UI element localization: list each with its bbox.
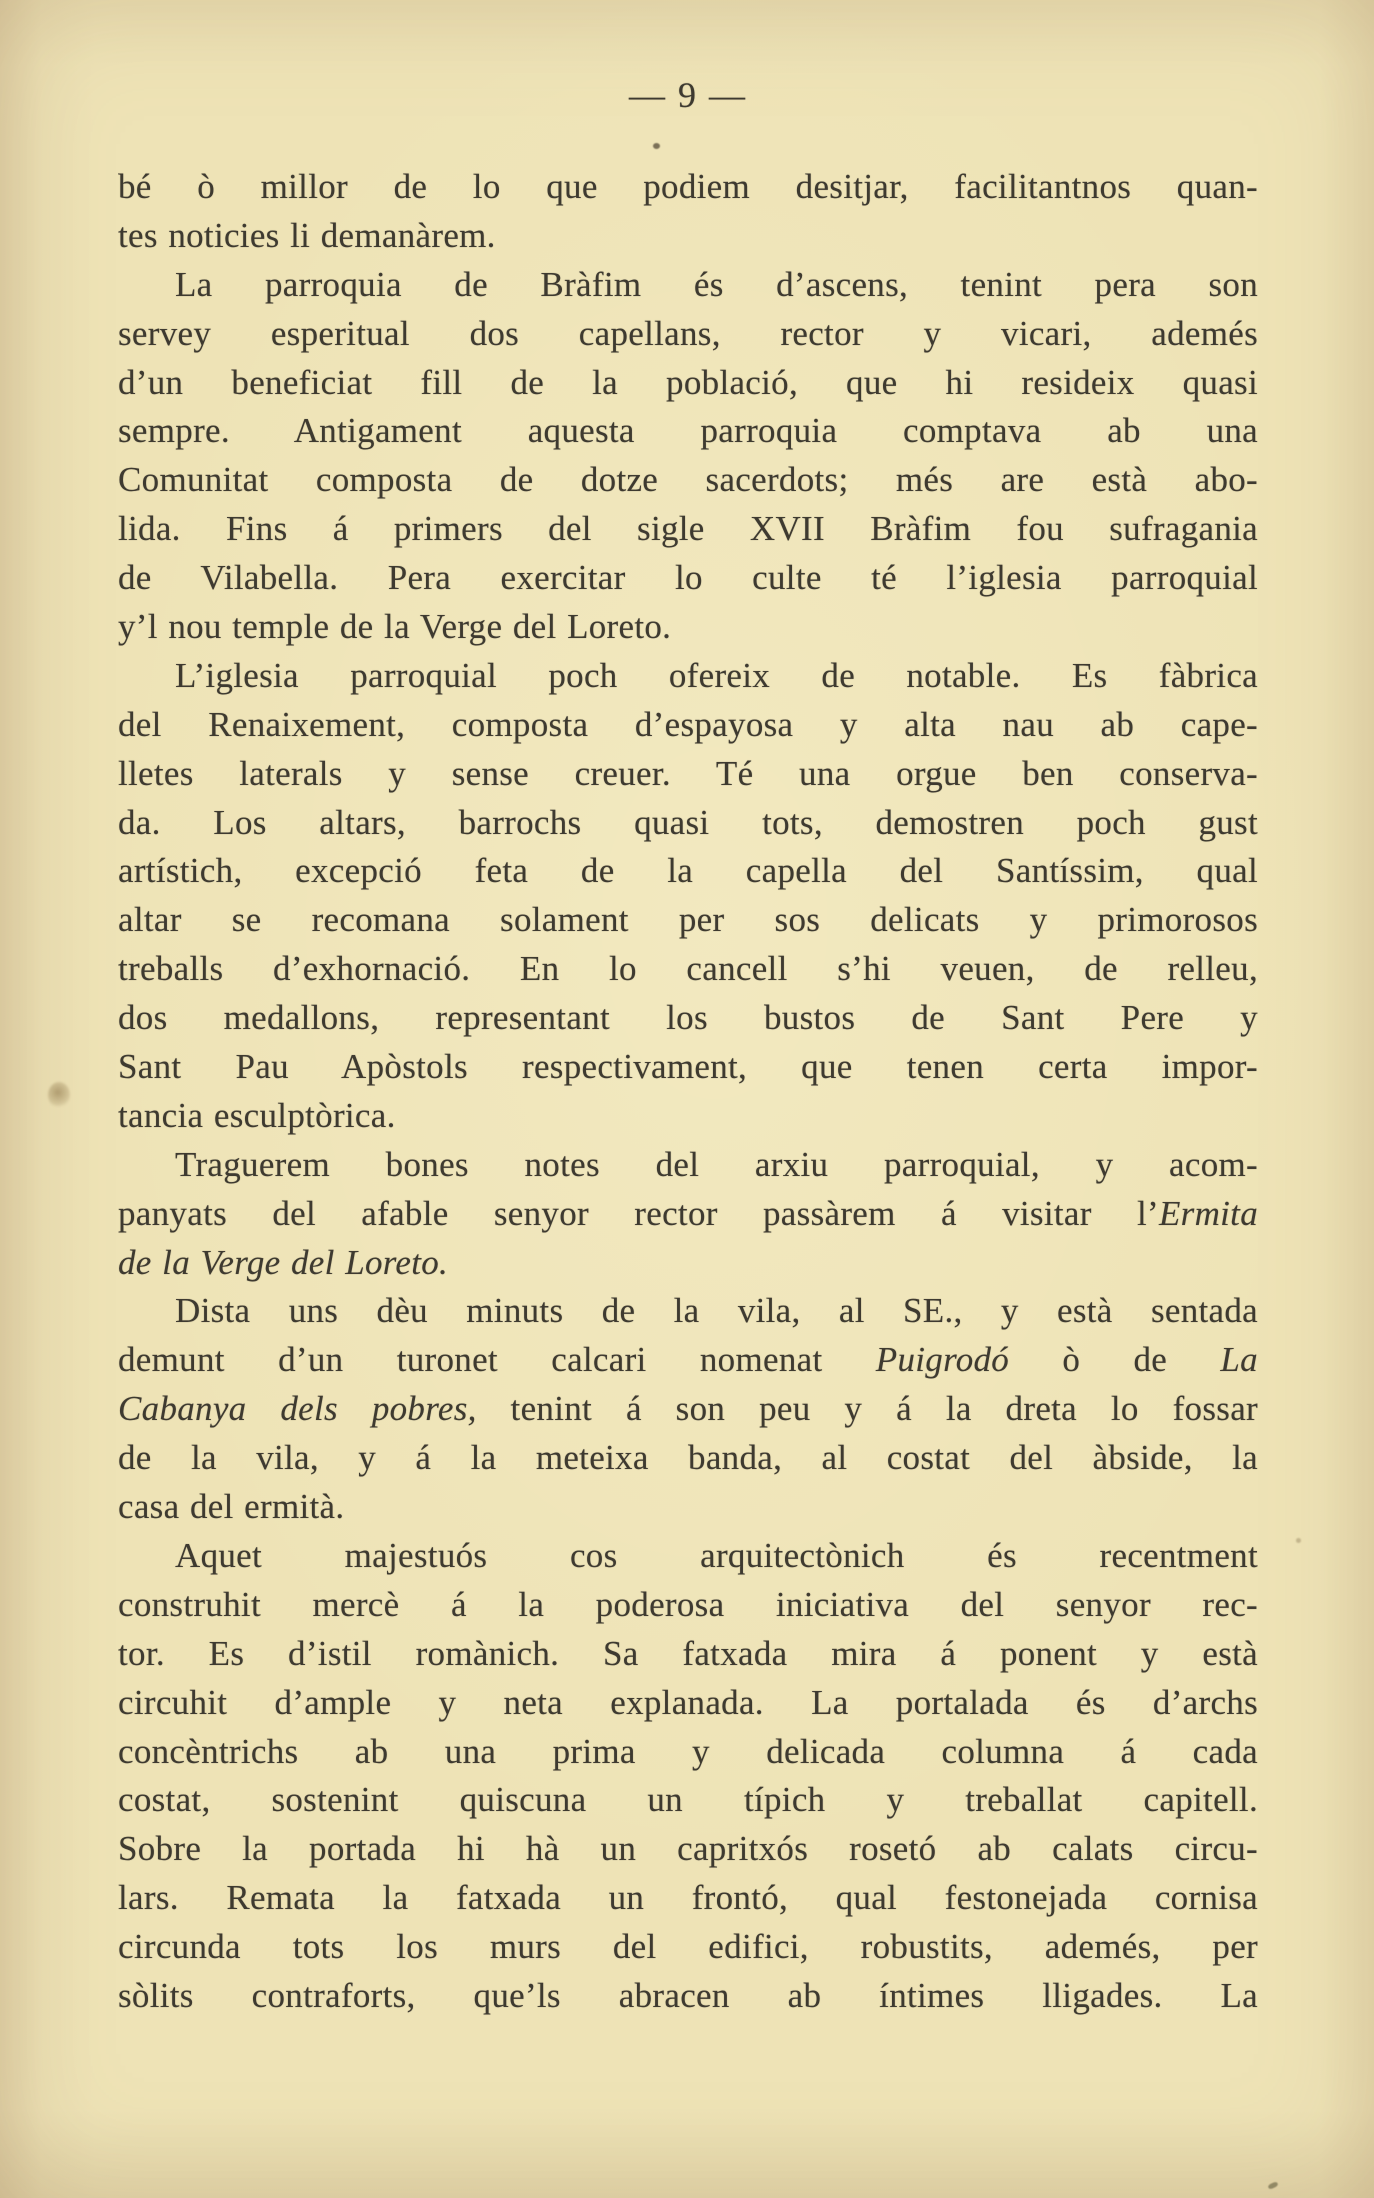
paper-stain — [48, 1082, 70, 1108]
text-line — [118, 896, 1258, 945]
text-segment: tenint á son peu y á la dreta lo fossar — [476, 1389, 1258, 1429]
text-segment: Aquet majestuós cos arquitectònich és recentment — [175, 1535, 1258, 1575]
text-segment: sempre. Antigament aquesta parroquia comptava ab una — [118, 411, 1258, 451]
text-segment: ò de — [1009, 1340, 1221, 1380]
text-segment: casa del ermità. — [118, 1487, 345, 1527]
text-segment: construhit mercè á la poderosa iniciativa del senyor rec- — [118, 1584, 1258, 1624]
text-line — [118, 1336, 1258, 1385]
text-segment: bé ò millor de lo que podiem desitjar, facilitantnos quan- — [118, 167, 1258, 206]
text-segment: servey esperitual dos capellans, rector y vicari, ademés — [118, 313, 1258, 353]
text-line — [118, 1434, 1258, 1483]
text-line — [118, 1728, 1258, 1777]
text-segment: tes noticies li demanàrem. — [118, 215, 496, 255]
italic-text-segment: Cabanya dels pobres, — [118, 1389, 477, 1429]
text-segment: concèntrichs ab una prima y delicada columna á cada — [118, 1731, 1258, 1771]
italic-text-segment: de la Verge del Loreto. — [118, 1242, 449, 1282]
text-line — [118, 945, 1258, 994]
text-line — [118, 407, 1258, 456]
text-line — [118, 359, 1258, 408]
text-line — [118, 1825, 1258, 1874]
text-line — [118, 1141, 1258, 1190]
text-line — [118, 212, 1258, 261]
text-line — [118, 1776, 1258, 1825]
text-segment: Sant Pau Apòstols respectivament, que tenen certa impor- — [118, 1047, 1258, 1087]
paper-speck — [1296, 1538, 1301, 1543]
text-line — [118, 799, 1258, 848]
text-line — [118, 554, 1258, 603]
text-line — [118, 750, 1258, 799]
text-segment: altar se recomana solament per sos delicats y primorosos — [118, 900, 1258, 940]
paper-speck — [1267, 2181, 1278, 2190]
text-line — [118, 1630, 1258, 1679]
ink-speck — [653, 143, 660, 149]
text-segment: Sobre la portada hi hà un capritxós rosetó ab calats circu- — [118, 1829, 1258, 1869]
text-segment: de la vila, y á la meteixa banda, al costat del àbside, la — [118, 1438, 1258, 1478]
text-line — [118, 163, 1258, 212]
italic-text-segment: Puigrodó — [875, 1340, 1010, 1380]
text-segment: panyats del afable senyor rector passàrem á visitar l’ — [118, 1193, 1159, 1233]
italic-text-segment: La — [1220, 1340, 1258, 1380]
text-segment: tancia esculptòrica. — [118, 1095, 396, 1135]
text-line — [118, 505, 1258, 554]
text-segment: del Renaixement, composta d’espayosa y alta nau ab cape- — [118, 704, 1258, 744]
text-line — [118, 456, 1258, 505]
text-line — [118, 603, 1258, 652]
text-segment: treballs d’exhornació. En lo cancell s’hi veuen, de relleu, — [118, 949, 1258, 989]
text-segment: de Vilabella. Pera exercitar lo culte té l’iglesia parroquial — [118, 558, 1258, 598]
text-line — [118, 1581, 1258, 1630]
page-number: — 9 — — [629, 75, 747, 115]
text-segment: demunt d’un turonet calcari nomenat — [118, 1340, 876, 1380]
text-line — [118, 652, 1258, 701]
text-line — [118, 1532, 1258, 1581]
text-segment: lida. Fins á primers del sigle XVII Bràfim fou sufragania — [118, 509, 1258, 549]
text-line — [118, 261, 1258, 310]
text-line — [118, 1385, 1258, 1434]
text-segment: dos medallons, representant los bustos de Sant Pere y — [118, 998, 1258, 1038]
text-line — [118, 1874, 1258, 1923]
italic-text-segment: Ermita — [1158, 1193, 1258, 1233]
text-line — [118, 1239, 1258, 1288]
text-line — [118, 1483, 1258, 1532]
text-block — [118, 163, 1258, 2021]
text-line — [118, 1190, 1258, 1239]
text-line — [118, 847, 1258, 896]
text-segment: Comunitat composta de dotze sacerdots; més are està abo- — [118, 460, 1258, 500]
text-segment: tor. Es d’istil romànich. Sa fatxada mira á ponent y està — [118, 1633, 1258, 1673]
text-segment: artístich, excepció feta de la capella del Santíssim, qual — [118, 851, 1258, 891]
text-line — [118, 1923, 1258, 1972]
text-line — [118, 1972, 1258, 2021]
text-line — [118, 1679, 1258, 1728]
text-segment: da. Los altars, barrochs quasi tots, demostren poch gust — [118, 802, 1258, 842]
text-segment: Traguerem bones notes del arxiu parroquial, y acom- — [175, 1144, 1258, 1184]
text-line — [118, 1287, 1258, 1336]
text-segment: circuhit d’ample y neta explanada. La portalada és d’archs — [118, 1682, 1258, 1722]
text-line — [118, 701, 1258, 750]
text-segment: costat, sostenint quiscuna un típich y treballat capitell. — [118, 1780, 1258, 1820]
text-segment: y’l nou temple de la Verge del Loreto. — [118, 607, 672, 647]
text-segment: lars. Remata la fatxada un frontó, qual festonejada cornisa — [118, 1878, 1258, 1918]
text-segment: circunda tots los murs del edifici, robustits, ademés, per — [118, 1927, 1258, 1967]
text-segment: d’un beneficiat fill de la població, que hi resideix quasi — [118, 362, 1258, 402]
text-segment: sòlits contraforts, que’ls abracen ab íntimes lligades. La — [118, 1975, 1258, 2015]
text-line — [118, 1043, 1258, 1092]
text-segment: Dista uns dèu minuts de la vila, al SE., y està sentada — [175, 1291, 1258, 1331]
text-segment: L’iglesia parroquial poch ofereix de notable. Es fàbrica — [175, 655, 1258, 695]
text-segment: La parroquia de Bràfim és d’ascens, tenint pera son — [175, 264, 1258, 304]
text-line — [118, 310, 1258, 359]
text-line — [118, 1092, 1258, 1141]
text-line — [118, 994, 1258, 1043]
text-segment: lletes laterals y sense creuer. Té una orgue ben conserva- — [118, 753, 1258, 793]
